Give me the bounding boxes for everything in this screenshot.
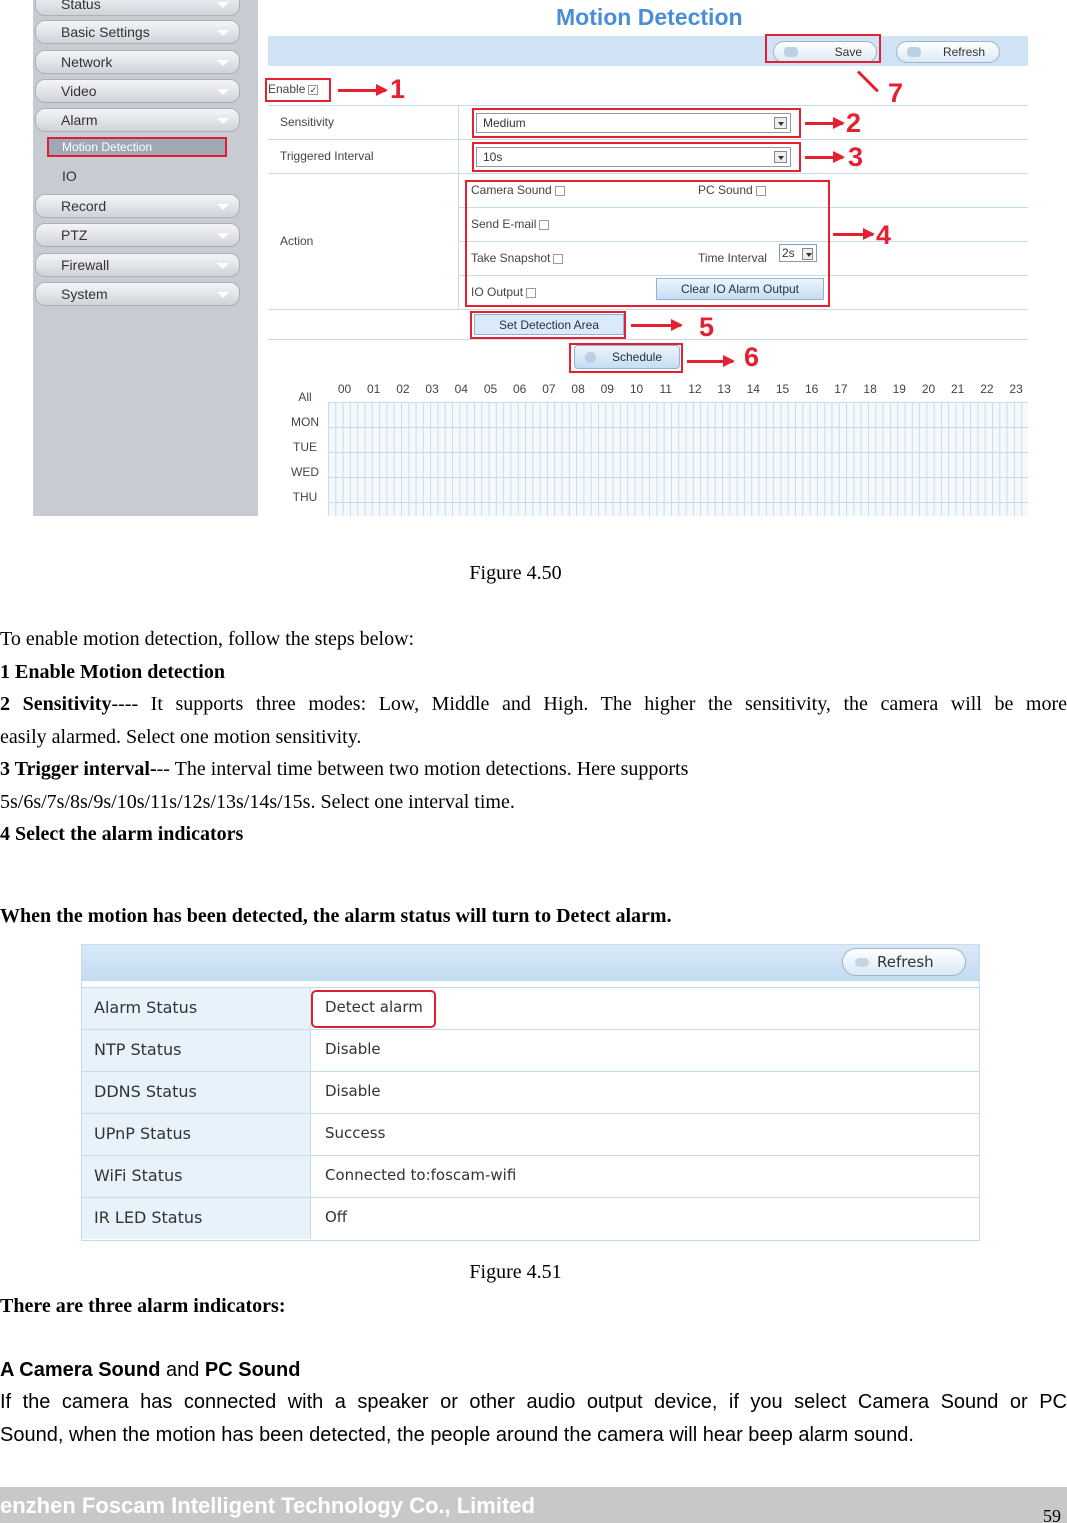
annotation-number-4: 4 [876, 220, 892, 250]
step-4: 4 Select the alarm indicators [0, 823, 244, 845]
annotation-arrow [631, 324, 681, 327]
annotation-number-5: 5 [699, 312, 715, 342]
schedule-hour-05[interactable]: 05 [483, 382, 498, 396]
schedule-hour-07[interactable]: 07 [542, 382, 556, 396]
divider [458, 140, 459, 174]
divider [458, 106, 459, 140]
schedule-hour-22[interactable]: 22 [980, 382, 994, 396]
schedule-button[interactable]: Schedule [574, 345, 680, 369]
sensitivity-label: Sensitivity [280, 115, 335, 129]
annotation-box-detect-alarm [311, 990, 436, 1028]
annotation-arrow [338, 89, 386, 92]
schedule-hour-15[interactable]: 15 [775, 382, 790, 396]
status-value: Connected to:foscam-wifi [325, 1166, 517, 1184]
schedule-hour-09[interactable]: 09 [600, 382, 614, 396]
camera-sound-option[interactable]: Camera Sound [471, 183, 565, 197]
intro-text: To enable motion detection, follow the steps below: [0, 628, 415, 650]
step-1: 1 Enable Motion detection [0, 661, 225, 683]
io-output-option[interactable]: IO Output [471, 285, 536, 299]
indicator-a-text-cont: Sound, when the motion has been detected, the people around the camera will hear beep alarm sound. [0, 1424, 914, 1446]
schedule-hour-13[interactable]: 13 [717, 382, 731, 396]
motion-detection-panel [268, 0, 1028, 516]
status-row-ddns [82, 1071, 979, 1113]
chevron-down-icon [217, 292, 229, 298]
annotation-box-interval [472, 142, 801, 172]
time-interval-label: Time Interval [698, 251, 767, 265]
status-value: Disable [325, 1040, 381, 1058]
refresh-button[interactable]: Refresh [896, 41, 1000, 63]
clear-io-alarm-output-button[interactable]: Clear IO Alarm Output [656, 278, 824, 300]
status-label: IR LED Status [82, 1198, 311, 1239]
sidebar-subitem-io[interactable]: IO [62, 168, 77, 184]
chevron-down-icon [217, 2, 229, 8]
chevron-down-icon [217, 60, 229, 66]
chevron-down-icon [217, 89, 229, 95]
enable-checkbox-group[interactable]: Enable✓ [268, 82, 318, 96]
page-title: Motion Detection [556, 4, 743, 30]
refresh-button[interactable]: Refresh [842, 948, 966, 976]
annotation-number-7: 7 [888, 78, 904, 108]
status-label: UPnP Status [82, 1114, 311, 1155]
annotation-box-action [465, 180, 830, 307]
annotation-number-2: 2 [846, 108, 862, 138]
indicator-a-title: A Camera Sound and PC Sound [0, 1359, 301, 1381]
send-email-option[interactable]: Send E-mail [471, 217, 549, 231]
annotation-box-schedule [569, 343, 683, 373]
sidebar [33, 0, 258, 516]
annotation-arrow [687, 360, 733, 363]
sidebar-item-video[interactable]: Video [35, 79, 240, 103]
figure-caption: Figure 4.51 [469, 1261, 562, 1283]
status-label: NTP Status [82, 1030, 311, 1071]
take-snapshot-option[interactable]: Take Snapshot [471, 251, 563, 265]
schedule-hour-21[interactable]: 21 [951, 382, 965, 396]
status-row-upnp [82, 1113, 979, 1155]
schedule-day-tue[interactable]: TUE [293, 440, 317, 454]
schedule-day-thu[interactable]: THU [292, 490, 318, 504]
schedule-grid[interactable] [328, 402, 1028, 516]
sidebar-item-alarm[interactable]: Alarm [35, 108, 240, 132]
annotation-box-detection-area [470, 311, 626, 339]
device-status-screenshot [81, 944, 980, 1241]
annotation-box-enable [265, 78, 331, 102]
schedule-hour-00[interactable]: 00 [337, 382, 352, 396]
schedule-hour-08[interactable]: 08 [571, 382, 585, 396]
status-row-alarm [82, 987, 979, 1029]
status-label: DDNS Status [82, 1072, 311, 1113]
status-label: WiFi Status [82, 1156, 311, 1197]
toolbar [268, 36, 1028, 66]
schedule-hour-20[interactable]: 20 [921, 382, 936, 396]
status-value: Off [325, 1208, 348, 1226]
divider [458, 174, 459, 310]
sidebar-item-basic-settings[interactable]: Basic Settings [35, 20, 240, 44]
status-value: Disable [325, 1082, 381, 1100]
schedule-hour-11[interactable]: 11 [659, 382, 672, 396]
chevron-down-icon [217, 263, 229, 269]
status-row-wifi [82, 1155, 979, 1197]
schedule-hour-02[interactable]: 02 [396, 382, 410, 396]
schedule-table [268, 380, 1028, 516]
footer-company: enzhen Foscam Intelligent Technology Co., Limited [0, 1493, 535, 1518]
sidebar-subitem-motion-detection[interactable]: Motion Detection [47, 137, 227, 157]
schedule-hour-10[interactable]: 10 [629, 382, 644, 396]
schedule-hour-19[interactable]: 19 [892, 382, 906, 396]
sensitivity-select[interactable]: Medium [476, 113, 791, 133]
triggered-interval-label: Triggered Interval [280, 149, 374, 163]
annotation-box-sensitivity [472, 108, 801, 138]
status-value: Detect alarm [325, 998, 423, 1016]
chevron-down-icon [217, 233, 229, 239]
status-label: Alarm Status [82, 988, 311, 1029]
status-row-ntp [82, 1029, 979, 1071]
annotation-arrow [833, 233, 873, 236]
sidebar-item-status[interactable]: Status [35, 0, 240, 16]
sidebar-item-ptz[interactable]: PTZ [35, 223, 240, 247]
refresh-icon [855, 958, 869, 967]
schedule-hour-23[interactable]: 23 [1009, 382, 1023, 396]
schedule-day-wed[interactable]: WED [291, 465, 319, 479]
annotation-number-3: 3 [848, 142, 864, 172]
step-2: 2 Sensitivity---- It supports three modes: Low, Middle and High. The higher the sensitivity, the camera will be more [0, 693, 1067, 715]
schedule-all-button[interactable]: All [298, 390, 312, 404]
status-value: Success [325, 1124, 386, 1142]
triggered-interval-select[interactable]: 10s [476, 147, 791, 167]
set-detection-area-button[interactable]: Set Detection Area [474, 314, 624, 335]
chevron-down-icon [217, 30, 229, 36]
toolbar [82, 945, 979, 981]
schedule-hour-04[interactable]: 04 [454, 382, 468, 396]
sidebar-item-network[interactable]: Network [35, 50, 240, 74]
sidebar-item-record[interactable]: Record [35, 194, 240, 218]
figure-caption: Figure 4.50 [469, 562, 562, 584]
refresh-icon [907, 47, 921, 57]
schedule-hour-06[interactable]: 06 [513, 382, 527, 396]
annotation-arrow [805, 122, 843, 125]
page-number: 59 [1043, 1506, 1061, 1523]
pc-sound-option[interactable]: PC Sound [698, 183, 766, 197]
time-interval-select[interactable]: 2s [779, 244, 817, 262]
step-2-cont: easily alarmed. Select one motion sensitivity. [0, 726, 362, 748]
annotation-number-6: 6 [744, 342, 760, 372]
schedule-hour-01[interactable]: 01 [367, 382, 381, 396]
annotation-number-1: 1 [390, 74, 406, 104]
schedule-hour-03[interactable]: 03 [425, 382, 439, 396]
schedule-day-mon[interactable]: MON [291, 415, 319, 429]
schedule-hour-16[interactable]: 16 [805, 382, 819, 396]
detect-note: When the motion has been detected, the alarm status will turn to Detect alarm. [0, 905, 672, 927]
annotation-arrow [805, 156, 843, 159]
step-3-cont: 5s/6s/7s/8s/9s/10s/11s/12s/13s/14s/15s. Select one interval time. [0, 791, 515, 813]
sidebar-item-firewall[interactable]: Firewall [35, 253, 240, 277]
status-row-ir-led [82, 1197, 979, 1239]
indicator-a-text: If the camera has connected with a speaker or other audio output device, if you select Camera Sound or PC [0, 1391, 1067, 1413]
annotation-box-save [765, 34, 881, 63]
step-3: 3 Trigger interval--- The interval time between two motion detections. Here supports [0, 758, 689, 780]
schedule-hour-12[interactable]: 12 [688, 382, 702, 396]
schedule-hour-18[interactable]: 18 [863, 382, 877, 396]
action-label: Action [280, 234, 314, 248]
indicators-heading: There are three alarm indicators: [0, 1295, 286, 1317]
sidebar-item-system[interactable]: System [35, 282, 240, 306]
motion-detection-screenshot [33, 0, 1028, 516]
save-button[interactable]: Save [773, 41, 877, 63]
schedule-hour-14[interactable]: 14 [746, 382, 760, 396]
chevron-down-icon [217, 118, 229, 124]
chevron-down-icon [217, 204, 229, 210]
schedule-hour-17[interactable]: 17 [834, 382, 848, 396]
